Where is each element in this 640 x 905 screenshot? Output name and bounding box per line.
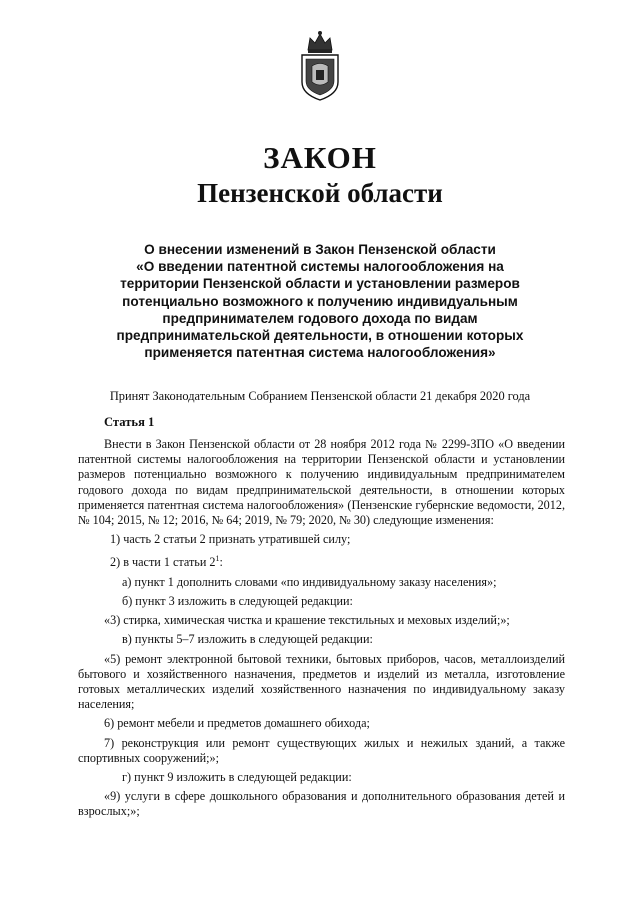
quote-item-3: «3) стирка, химическая чистка и крашение текстильных и меховых изделий;»; [104, 613, 510, 628]
subject-line: территории Пензенской области и установлении размеров [120, 276, 520, 292]
subject-line: потенциально возможного к получению индивидуальным [122, 293, 518, 309]
subitem-v: в) пункты 5–7 изложить в следующей редакции: [122, 632, 373, 647]
law-title: ЗАКОН [263, 140, 377, 175]
subject-line: применяется патентная система налогообложения» [144, 345, 496, 361]
article-heading: Статья 1 [104, 415, 155, 429]
subject-line: «О введении патентной системы налогообложения на [136, 259, 504, 275]
item-2-superscript: 1 [215, 554, 220, 564]
subitem-g: г) пункт 9 изложить в следующей редакции: [122, 769, 352, 784]
coat-of-arms-emblem [298, 30, 342, 102]
item-1: 1) часть 2 статьи 2 признать утратившей силу; [110, 532, 351, 547]
region-title: Пензенской области [197, 178, 443, 208]
subject-line: предпринимательской деятельности, в отношении которых [116, 328, 524, 344]
subitem-a: а) пункт 1 дополнить словами «по индивидуальному заказу населения»; [122, 574, 497, 589]
article-intro: Внести в Закон Пензенской области от 28 ноября 2012 года № 2299-ЗПО «О введении патентной системы налогообложения на территории Пензенской области и установлении размеров потенциально возможного к получению индивидуальным предпринимателем годового дохода по видам предпринимательской деятельности, в отношении которых применяется патентная система налогообложения» (Пензенские губернские ведомости, 2012, № 104; 2015, № 12; 2016, № 64; 2019, № 79; 2020, № 30) следующие изменения: [78, 437, 565, 528]
adoption-note: Принят Законодательным Собранием Пензенской области 21 декабря 2020 года [109, 389, 531, 403]
crown-icon [308, 34, 332, 50]
subject-line: предпринимателем годового дохода по видам [162, 310, 478, 326]
quote-item-9: «9) услуги в сфере дошкольного образования и дополнительного образования детей и взрослых;»; [78, 789, 565, 819]
item-2-colon: : [219, 555, 223, 570]
quote-item-7: 7) реконструкция или ремонт существующих жилых и нежилых зданий, а также спортивных сооружений;»; [78, 735, 565, 765]
law-subject [78, 241, 562, 361]
item-2-text: 2) в части 1 статьи 2 [110, 555, 216, 570]
item-2 [78, 551, 565, 570]
quote-item-6: 6) ремонт мебели и предметов домашнего обихода; [104, 716, 370, 731]
article-body [78, 437, 565, 820]
subject-line: О внесении изменений в Закон Пензенской области [144, 242, 496, 257]
subitem-b: б) пункт 3 изложить в следующей редакции: [122, 593, 353, 608]
quote-item-5: «5) ремонт электронной бытовой техники, бытовых приборов, часов, металлоизделий бытового и хозяйственного назначения, предметов и изделий из металла, изготовление готовых металлических изделий хозяйственного назначения по индивидуальному заказу населения; [78, 651, 565, 712]
